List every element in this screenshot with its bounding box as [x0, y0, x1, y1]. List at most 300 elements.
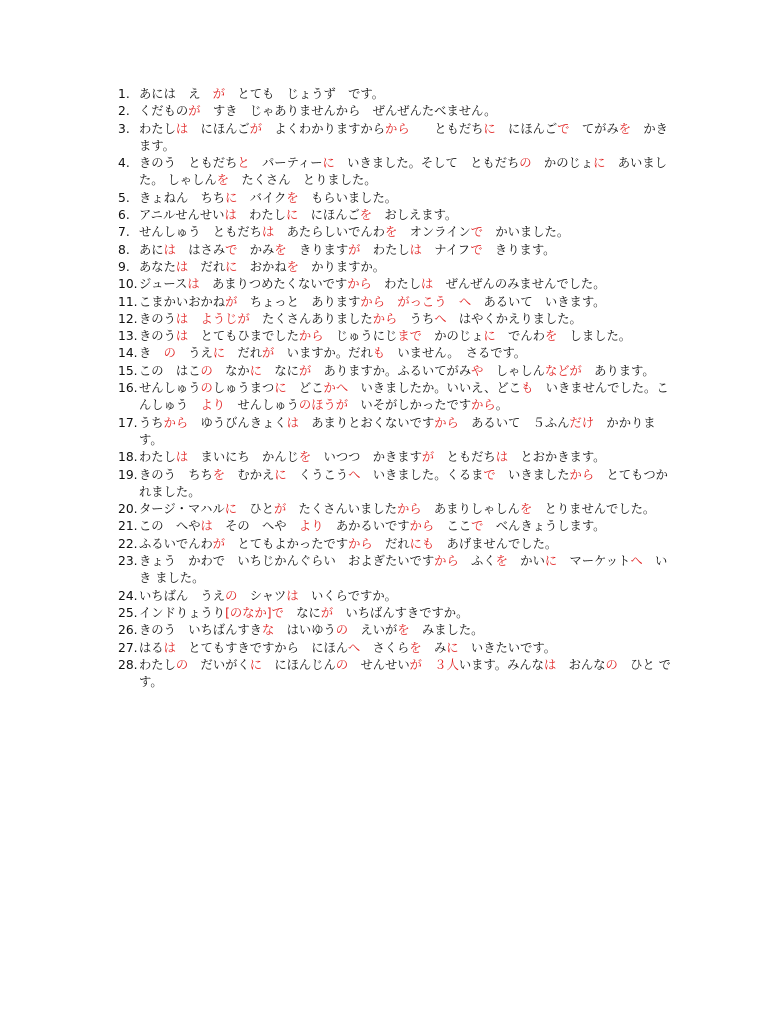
sentence-text	[139, 276, 678, 293]
text-segment: おしえます。	[372, 208, 458, 223]
item-number: 22.	[118, 536, 138, 551]
text-segment: しゅうまつ	[212, 381, 275, 396]
text-segment: ジュース	[139, 277, 188, 292]
particle-highlight: を	[397, 623, 410, 638]
sentence-item	[118, 155, 678, 190]
particle-highlight: の	[200, 381, 213, 396]
text-segment: とてもつかれました。	[139, 467, 668, 499]
particle-highlight: が	[409, 657, 422, 672]
text-segment: いません。 さるです。	[385, 346, 527, 361]
text-segment: にほんご	[495, 121, 558, 136]
text-segment: インドりょうり	[139, 605, 226, 620]
particle-highlight: から	[347, 277, 372, 292]
text-segment: せんしゅう	[139, 381, 201, 396]
text-segment: とても じょうず です。	[225, 87, 384, 101]
particle-highlight: に	[285, 208, 299, 223]
particle-highlight: より	[200, 398, 226, 413]
particle-highlight: が	[188, 104, 201, 119]
text-segment: いきました	[495, 467, 570, 482]
particle-highlight: は	[495, 450, 509, 465]
particle-highlight: を	[618, 121, 632, 136]
sentence-text	[139, 242, 678, 259]
text-segment: よくわかりますから	[262, 121, 386, 136]
particle-highlight: を	[519, 502, 533, 517]
sentence-item	[118, 449, 678, 466]
text-segment: います。みんな	[458, 657, 544, 672]
item-number: 26.	[118, 623, 138, 638]
particle-highlight: から	[434, 415, 459, 430]
text-segment: いそがしかったです	[348, 398, 472, 413]
particle-highlight: など	[544, 363, 570, 378]
text-segment: にほんじん	[262, 657, 336, 672]
text-segment: かりますか。	[298, 259, 386, 274]
sentence-item	[118, 501, 678, 518]
sentence-item	[118, 294, 678, 311]
sentence-item	[118, 345, 678, 362]
particle-highlight: が	[225, 294, 238, 309]
sentence-item	[118, 380, 678, 415]
particle-highlight: な	[261, 623, 275, 638]
sentence-item	[118, 605, 678, 622]
text-segment: べんきょうします。	[483, 519, 606, 534]
text-segment: パーティー	[249, 156, 323, 171]
text-segment: かのじょ	[421, 329, 484, 344]
particle-highlight: を	[212, 467, 226, 482]
particle-highlight: から	[396, 502, 422, 517]
text-segment: き	[139, 346, 164, 361]
text-segment: アニルせんせい	[139, 208, 225, 223]
text-segment: おかね	[237, 259, 287, 274]
particle-highlight: は	[175, 311, 189, 326]
particle-highlight: で	[557, 121, 570, 136]
text-segment: たくさん とりました。	[229, 173, 377, 188]
particle-highlight: に	[483, 329, 496, 344]
text-segment: ふるいでんわ	[139, 536, 213, 551]
sentence-item	[118, 224, 678, 241]
sentence-text	[139, 657, 678, 692]
text-segment: じゅうにじ	[323, 329, 398, 344]
sentence-text	[139, 207, 678, 224]
particle-highlight: まで	[397, 329, 422, 344]
text-segment: しゃしん	[483, 363, 545, 378]
text-segment: しました。	[557, 329, 632, 344]
text-segment: せんしゅう ともだち	[139, 225, 262, 240]
text-segment: わたし	[139, 657, 176, 672]
particle-highlight: にも	[409, 536, 435, 551]
particle-highlight: に	[225, 190, 238, 205]
text-segment	[385, 295, 397, 309]
text-segment: ひと	[237, 502, 274, 517]
particle-highlight: を	[286, 190, 299, 205]
text-segment	[422, 658, 434, 672]
sentence-text	[139, 155, 678, 190]
text-segment: はる	[139, 640, 164, 655]
text-segment: もらいました。	[298, 190, 398, 205]
particle-highlight: を	[274, 242, 287, 257]
text-segment: あります。	[581, 363, 655, 378]
sentence-text	[139, 467, 678, 502]
particle-highlight: の	[225, 588, 238, 603]
text-segment: ゆうびんきょく	[188, 415, 287, 430]
text-segment: いつつ かきます	[311, 450, 422, 465]
text-segment: ぜんぜんのみませんでした。	[433, 277, 606, 292]
text-segment: たくさんいました	[286, 502, 397, 517]
sentence-item	[118, 536, 678, 553]
sentence-item	[118, 276, 678, 293]
sentence-item	[118, 207, 678, 224]
particle-highlight: へ	[348, 467, 361, 482]
sentence-text	[139, 86, 678, 103]
particle-highlight: を	[298, 450, 312, 465]
text-segment: あまりつめたくないです	[199, 277, 348, 292]
particle-highlight: も	[372, 346, 386, 361]
particle-highlight: に	[593, 156, 606, 171]
text-segment: だいがく	[188, 657, 250, 672]
sentence-text	[139, 345, 678, 362]
text-segment: かいました。	[483, 225, 570, 240]
particle-highlight: を	[544, 329, 558, 344]
sentence-text	[139, 380, 678, 415]
particle-highlight: から	[298, 329, 324, 344]
particle-highlight: が	[569, 363, 582, 378]
particle-highlight: から	[372, 311, 398, 326]
particle-highlight: で	[470, 225, 484, 240]
particle-highlight: へ	[347, 640, 361, 655]
particle-highlight: [のなか]	[225, 605, 272, 620]
sentence-text	[139, 640, 678, 657]
particle-highlight: は	[543, 657, 557, 672]
particle-highlight: は	[175, 450, 189, 465]
particle-highlight: から	[163, 415, 189, 430]
text-segment: オンライン	[397, 225, 471, 240]
particle-highlight: に	[225, 259, 238, 274]
text-segment: たくさんありました	[249, 311, 373, 326]
particle-highlight: の	[519, 156, 532, 171]
sentence-item	[118, 640, 678, 657]
particle-highlight: に	[274, 381, 287, 396]
text-segment: くうこう	[286, 467, 349, 482]
particle-highlight: に	[322, 156, 335, 171]
particle-highlight: から	[569, 467, 595, 482]
text-segment: いきました。くるま	[360, 467, 484, 482]
particle-highlight: に	[249, 657, 263, 672]
text-segment: うえ	[175, 346, 213, 361]
particle-highlight: は	[421, 277, 434, 292]
item-number: 21.	[118, 519, 138, 534]
particle-highlight: が	[212, 536, 226, 551]
item-number: 1.	[118, 87, 130, 101]
sentence-text	[139, 415, 678, 450]
item-number: 18.	[118, 450, 138, 465]
text-segment: シャツ	[237, 588, 287, 603]
sentence-text	[139, 294, 678, 311]
text-segment: きのう ともだち	[139, 156, 238, 171]
text-segment: きります	[286, 242, 349, 257]
text-segment: ふく	[458, 554, 496, 569]
item-number: 8.	[118, 242, 130, 257]
item-number: 6.	[118, 208, 130, 223]
text-segment: だれ	[372, 536, 410, 551]
text-segment: きょう かわで いちじかんぐらい およぎたいです	[139, 554, 435, 569]
particle-highlight: から	[409, 519, 435, 534]
particle-highlight: から	[434, 554, 459, 569]
text-segment: とりませんでした。	[532, 502, 656, 517]
text-segment: きょねん ちち	[139, 190, 226, 205]
text-segment: かみ	[237, 242, 275, 257]
text-segment: だれ	[188, 259, 226, 274]
particle-highlight: を	[216, 173, 230, 188]
text-segment: いくらですか。	[298, 588, 397, 603]
text-segment: かい	[507, 554, 545, 569]
particle-highlight: へ	[458, 294, 472, 309]
particle-highlight: や	[471, 363, 484, 378]
item-number: 12.	[118, 311, 138, 326]
particle-highlight: のほうが	[298, 398, 349, 413]
item-number: 19.	[118, 467, 138, 482]
text-segment: せんしゅう	[225, 398, 299, 413]
particle-highlight: に	[446, 640, 459, 655]
text-segment: にほんご	[188, 121, 250, 136]
item-number: 16.	[118, 381, 138, 396]
item-number: 4.	[118, 156, 130, 171]
particle-highlight: の	[335, 623, 349, 638]
sentence-text	[139, 622, 678, 639]
text-segment	[188, 312, 200, 326]
particle-highlight: は	[163, 242, 176, 257]
particle-highlight: は	[163, 640, 176, 655]
text-segment: おんな	[556, 657, 606, 672]
item-number: 17.	[118, 415, 138, 430]
text-segment: こまかいおかね	[139, 294, 226, 309]
particle-highlight: へ	[630, 554, 643, 569]
sentence-item	[118, 103, 678, 120]
item-number: 13.	[118, 329, 138, 344]
text-segment: きります。	[482, 242, 556, 257]
text-segment: うち	[397, 311, 435, 326]
text-segment: はやくかえりました。	[446, 311, 582, 326]
item-number: 15.	[118, 363, 138, 378]
text-segment: あまりしゃしん	[421, 502, 520, 517]
text-segment: わたし	[236, 208, 286, 223]
text-segment: あに	[139, 242, 164, 257]
particle-highlight: が	[212, 87, 226, 101]
text-segment: なに	[283, 605, 321, 620]
item-number: 10.	[118, 277, 138, 292]
particle-highlight: の	[605, 657, 618, 672]
particle-highlight: は	[409, 242, 422, 257]
text-segment: あげませんでした。	[434, 536, 558, 551]
particle-highlight: ３人	[434, 657, 459, 672]
particle-highlight: で	[271, 605, 284, 620]
item-number: 27.	[118, 640, 138, 655]
particle-highlight: を	[495, 554, 508, 569]
text-segment: いちばん うえ	[139, 588, 226, 603]
particle-highlight: に	[224, 502, 238, 517]
text-segment: かかります。	[139, 415, 656, 447]
particle-highlight: が	[237, 311, 250, 326]
sentence-item	[118, 553, 678, 588]
particle-highlight: がっこう	[397, 294, 447, 309]
text-segment: いますか。だれ	[274, 346, 373, 361]
text-segment: まいにち かんじ	[188, 450, 299, 465]
particle-highlight: の	[175, 657, 189, 672]
text-segment: その へや	[212, 519, 299, 534]
particle-highlight: は	[286, 588, 299, 603]
sentence-text	[139, 605, 678, 622]
text-segment: ちょっと あります	[237, 294, 361, 309]
item-number: 11.	[118, 294, 138, 309]
item-number: 9.	[118, 259, 130, 274]
text-segment: わたし	[139, 121, 176, 136]
sentence-item	[118, 415, 678, 450]
sentence-item	[118, 328, 678, 345]
sentence-list	[118, 86, 678, 691]
sentence-item	[118, 467, 678, 502]
particle-highlight: が	[298, 363, 312, 378]
sentence-text	[139, 190, 678, 207]
particle-highlight: を	[384, 225, 398, 240]
text-segment: ともだち	[409, 121, 484, 136]
text-segment: この へや	[139, 519, 201, 534]
text-segment: わたし	[371, 277, 422, 292]
item-number: 25.	[118, 605, 138, 620]
particle-highlight: に	[212, 346, 226, 361]
sentence-text	[139, 588, 678, 605]
text-segment: きのう いちばんすき	[139, 623, 262, 638]
particle-highlight: の	[163, 346, 176, 361]
particle-highlight: より	[298, 519, 324, 534]
text-segment: タージ・マハル	[139, 502, 225, 517]
particle-highlight: から	[348, 536, 373, 551]
sentence-item	[118, 588, 678, 605]
text-segment: はいゆう	[274, 623, 336, 638]
text-segment: すき じゃありませんから ぜんぜんたべません。	[200, 104, 497, 119]
particle-highlight: は	[286, 415, 299, 430]
text-segment: あいました。 しゃしん	[139, 156, 667, 188]
particle-highlight: の	[200, 363, 213, 378]
text-segment: とてもよかったです	[225, 536, 349, 551]
text-segment: えいが	[348, 623, 398, 638]
sentence-item	[118, 363, 678, 380]
text-segment: み	[421, 640, 447, 655]
text-segment: いきました。そして ともだち	[334, 156, 520, 171]
particle-highlight: から	[385, 121, 410, 136]
particle-highlight: に	[483, 121, 496, 136]
text-segment: 。	[495, 398, 509, 413]
text-segment: ありますか。ふるいてがみ	[311, 363, 472, 378]
sentence-item	[118, 121, 678, 156]
text-segment: あまりとおくないです	[298, 415, 435, 430]
particle-highlight: に	[544, 554, 558, 569]
text-segment: だれ	[225, 346, 263, 361]
particle-highlight: の	[335, 657, 349, 672]
item-number: 2.	[118, 104, 130, 119]
item-number: 20.	[118, 502, 138, 517]
text-segment: いき ました。	[139, 554, 668, 586]
sentence-text	[139, 311, 678, 328]
particle-highlight: は	[261, 225, 275, 240]
particle-highlight: か	[323, 381, 336, 396]
sentence-item	[118, 657, 678, 692]
particle-highlight: は	[175, 121, 189, 136]
sentence-item	[118, 242, 678, 259]
particle-highlight: を	[286, 259, 299, 274]
particle-highlight: ようじ	[200, 311, 238, 326]
text-segment: とおかきます。	[508, 450, 606, 465]
text-segment: あるいて いきます。	[471, 294, 606, 309]
text-segment: あるいて ５ふん	[458, 415, 570, 430]
particle-highlight: が	[348, 242, 361, 257]
particle-highlight: も	[521, 381, 534, 396]
particle-highlight: に	[274, 467, 287, 482]
text-segment: せんせい	[348, 657, 410, 672]
particle-highlight: は	[175, 259, 189, 274]
sentence-item	[118, 622, 678, 639]
sentence-item	[118, 518, 678, 535]
sentence-text	[139, 224, 678, 241]
particle-highlight: で	[471, 519, 484, 534]
particle-highlight: へ	[434, 311, 447, 326]
text-segment: にほんご	[298, 208, 360, 223]
sentence-text	[139, 121, 678, 156]
text-segment: この はこ	[139, 363, 201, 378]
text-segment: うち	[139, 415, 164, 430]
item-number: 5.	[118, 190, 130, 205]
particle-highlight: で	[483, 467, 496, 482]
sentence-item	[118, 86, 678, 103]
sentence-item	[118, 311, 678, 328]
text-segment: わたし	[360, 242, 410, 257]
text-segment: あかるいです	[323, 519, 410, 534]
item-number: 24.	[118, 588, 138, 603]
text-segment	[447, 295, 459, 309]
item-number: 28.	[118, 657, 138, 672]
particle-highlight: は	[224, 208, 237, 223]
particle-highlight: は	[200, 519, 213, 534]
particle-highlight: で	[225, 242, 238, 257]
particle-highlight: は	[175, 329, 189, 344]
text-segment: バイク	[237, 190, 287, 205]
text-segment: ナイフ	[421, 242, 471, 257]
particle-highlight: で	[470, 242, 483, 257]
particle-highlight: に	[249, 363, 263, 378]
particle-highlight: を	[359, 208, 373, 223]
text-segment: いきませんでした。こんしゅう	[139, 381, 669, 413]
particle-highlight: が	[262, 346, 275, 361]
particle-highlight: が	[320, 605, 334, 620]
text-segment: あたらしいでんわ	[274, 225, 385, 240]
text-segment: さくら	[360, 640, 410, 655]
text-segment: きのう	[139, 311, 176, 326]
particle-highlight: から	[471, 398, 496, 413]
text-segment: わたし	[139, 450, 176, 465]
text-segment: マーケット	[557, 554, 631, 569]
text-segment: いきたいです。	[458, 640, 556, 655]
particle-highlight: が	[249, 121, 263, 136]
text-segment: きのう	[139, 329, 176, 344]
sentence-item	[118, 259, 678, 276]
particle-highlight: が	[273, 502, 287, 517]
sentence-text	[139, 103, 678, 120]
text-segment: ここ	[434, 519, 472, 534]
sentence-text	[139, 449, 678, 466]
particle-highlight: は	[187, 277, 200, 292]
particle-highlight: と	[237, 156, 250, 171]
text-segment: ともだち	[434, 450, 496, 465]
text-segment: いきましたか。いいえ、どこ	[348, 381, 522, 396]
text-segment: はさみ	[175, 242, 226, 257]
sentence-text	[139, 328, 678, 345]
